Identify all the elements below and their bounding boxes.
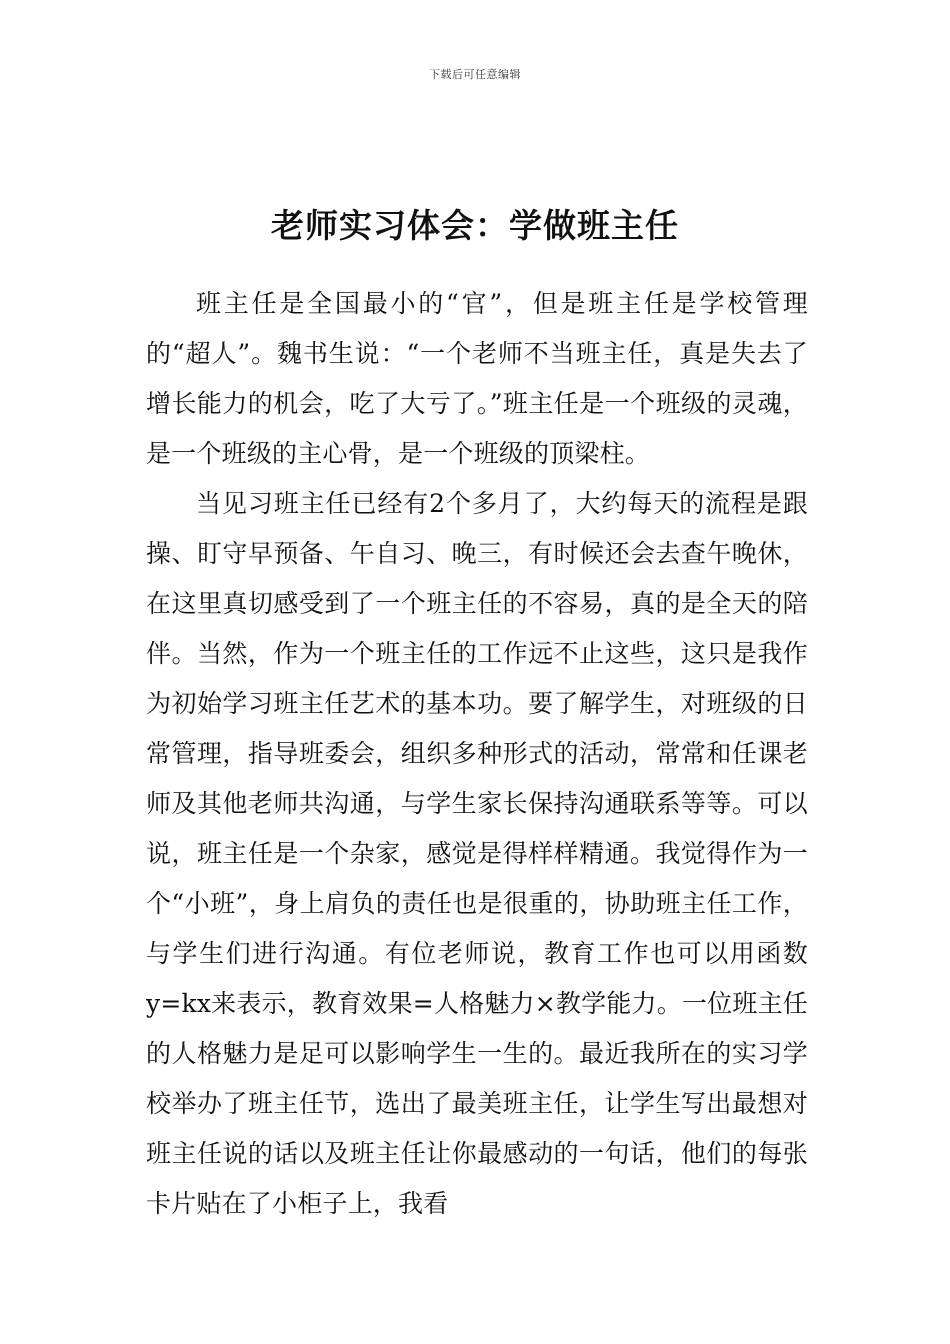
header-note: 下载后可任意编辑 (429, 68, 521, 81)
document-title: 老师实习体会：学做班主任 (271, 206, 679, 246)
paragraph: 班主任是全国最小的“官”，但是班主任是学校管理的“超人”。魏书生说：“一个老师不当班主任，真是失去了增长能力的机会，吃了大亏了。”班主任是一个班级的灵魂，是一个班级的主心骨，是一个班级的顶梁柱。 (146, 289, 808, 468)
document-body (146, 279, 808, 1229)
paragraph: 当见习班主任已经有2个多月了，大约每天的流程是跟操、盯守早预备、午自习、晚三，有时候还会去查午晚休，在这里真切感受到了一个班主任的不容易，真的是全天的陪伴。当然，作为一个班主任的工作远不止这些，这只是我作为初始学习班主任艺术的基本功。要了解学生，对班级的日常管理，指导班委会，组织多种形式的活动，常常和任课老师及其他老师共沟通，与学生家长保持沟通联系等等。可以说，班主任是一个杂家，感觉是得样样精通。我觉得作为一个“小班”，身上肩负的责任也是很重的，协助班主任工作，与学生们进行沟通。有位老师说，教育工作也可以用函数y=kx来表示，教育效果=人格魅力×教学能力。一位班主任的人格魅力是足可以影响学生一生的。最近我所在的实习学校举办了班主任节，选出了最美班主任，让学生写出最想对班主任说的话以及班主任让你最感动的一句话，他们的每张卡片贴在了小柜子上，我看 (146, 489, 808, 1218)
